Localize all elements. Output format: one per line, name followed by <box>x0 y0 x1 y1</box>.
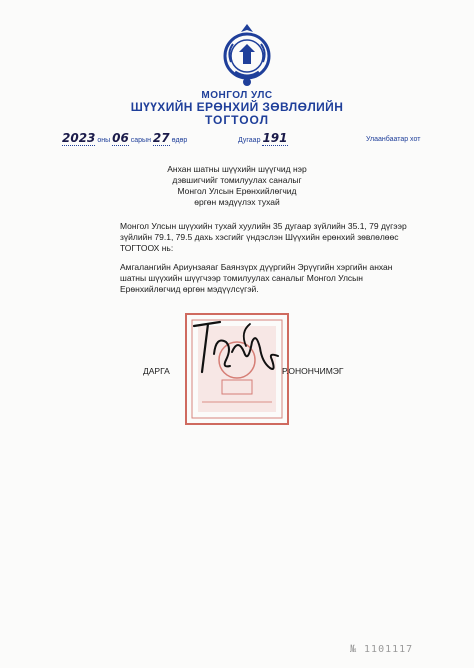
date-year-suffix: оны <box>97 137 111 144</box>
date-day-suffix: өдөр <box>171 137 188 144</box>
country-name: МОНГОЛ УЛС <box>201 90 273 101</box>
city-name: Улаанбаатар хот <box>366 136 421 143</box>
handwritten-signature <box>180 312 300 388</box>
stamp-code: № 1101117 <box>350 644 414 655</box>
document-type: ТОГТООЛ <box>205 113 269 127</box>
subject-block <box>0 164 474 208</box>
date-month: 06 <box>112 131 129 145</box>
subject-line: Монгол Улсын Ерөнхийлөгчид <box>177 186 297 196</box>
number-label: Дугаар <box>238 137 261 144</box>
number-value: 191 <box>262 131 288 145</box>
date-day: 27 <box>152 131 170 145</box>
signer-title: ДАРГА <box>143 366 170 376</box>
state-emblem-icon <box>217 22 277 88</box>
document-number <box>238 131 288 146</box>
date-year: 2023 <box>62 131 96 145</box>
subject-line: дэвшигчийг томилуулах саналыг <box>172 175 302 185</box>
institution-name: ШҮҮХИЙН ЕРӨНХИЙ ЗӨВЛӨЛИЙН <box>130 100 344 114</box>
subject-line: өргөн мэдүүлэх тухай <box>194 197 280 207</box>
body-paragraph-2: Амгалангийн Ариунзаяаг Баянзүрх дүүргийн Эрүүгийн хэргийн анхан шатны шүүхийн шүүгчээр томилуулах саналыг Монгол Улсын Ерөнхийлөгчид өргөн мэдүүлсүгэй. <box>120 262 393 294</box>
signer-name: Р.ОНОНЧИМЭГ <box>282 366 344 376</box>
date-line <box>62 131 187 146</box>
subject-line: Анхан шатны шүүхийн шүүгчид нэр <box>167 164 307 174</box>
date-month-suffix: сарын <box>130 137 151 144</box>
body-paragraph-1: Монгол Улсын шүүхийн тухай хуулийн 35 дугаар зүйлийн 35.1, 79 дүгээр зүйлийн 79.1, 79.5 дахь хэсгийг үндэслэн Шүүхийн ерөнхий зөвлөлөөс ТОГТООХ нь: <box>120 221 407 253</box>
